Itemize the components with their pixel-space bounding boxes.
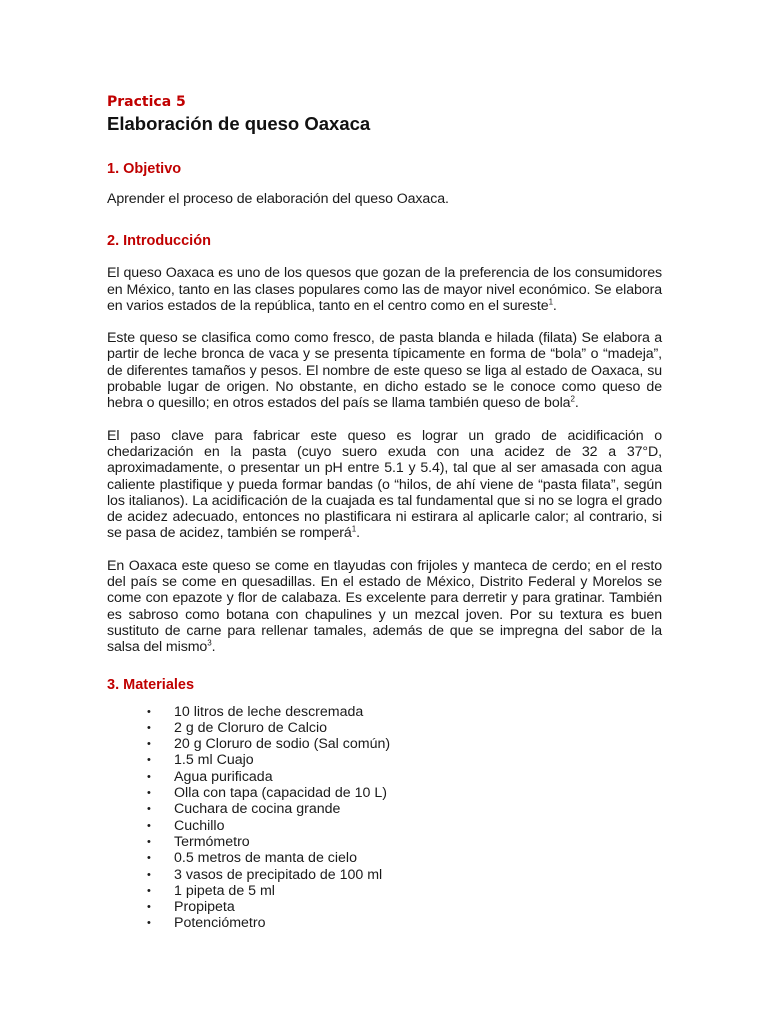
bullet-icon: • [147,738,151,751]
footnote-ref: 3 [207,638,212,648]
list-item-text: 10 litros de leche descremada [174,703,364,720]
section-heading-materiales: 3. Materiales [107,676,195,693]
list-item-text: Olla con tapa (capacidad de 10 L) [174,785,387,802]
bullet-icon: • [147,770,151,783]
bullet-icon: • [147,754,151,767]
list-item-text: 1 pipeta de 5 ml [174,882,275,899]
list-item [147,883,702,899]
footnote-ref: 2 [570,394,575,404]
list-item [147,850,702,866]
bullet-icon: • [147,884,151,897]
list-item-text: 1.5 ml Cuajo [174,752,254,769]
section-heading-objetivo: 1. Objetivo [107,161,182,177]
intro-paragraph-1: El queso Oaxaca es uno de los quesos que gozan de la preferencia de los consumidores en México, tanto en las clases populares como las de mayor nivel económico. Se elabora en varios estados de la república, tanto en el centro como en el sureste$^1$. [107,265,662,314]
list-item-text: 2 g de Cloruro de Calcio [174,719,327,736]
list-item [147,867,702,883]
list-item [147,736,702,752]
list-item-text: 3 vasos de precipitado de 100 ml [174,866,383,883]
objetivo-text: Aprender el proceso de elaboración del queso Oaxaca. [107,191,449,207]
list-item-text: Termómetro [174,833,250,850]
list-item [147,801,702,817]
list-item [147,899,702,915]
list-item-text: 0.5 metros de manta de cielo [174,850,357,867]
footnote-ref: 1 [548,297,553,307]
list-item [147,785,702,801]
list-item-text: Agua purificada [174,768,273,785]
list-item [147,915,702,931]
bullet-icon: • [147,803,151,816]
list-item-text: 20 g Cloruro de sodio (Sal común) [174,736,391,753]
list-item-text: Cuchara de cocina grande [174,801,341,818]
bullet-icon: • [147,835,151,848]
document-page [107,92,662,932]
list-item [147,704,702,720]
intro-paragraph-4: En Oaxaca este queso se come en tlayudas con frijoles y manteca de cerdo; en el resto del país se come en quesadillas. En el estado de México, Distrito Federal y Morelos se come con epazote y flor de calabaza. Es excelente para derretir y para gratinar. También es sabroso como botana con chapulines y un mezcal joven. Por su textura es buen sustituto de carne para rellenar tamales, además de que se impregna del sabor de la salsa del mismo$^3$. [107,557,662,656]
bullet-icon: • [147,868,151,881]
bullet-icon: • [147,787,151,800]
list-item [147,752,702,768]
materials-list [147,704,702,932]
intro-paragraph-2: Este queso se clasifica como como fresco, de pasta blanda e hilada (filata) Se elabora a partir de leche bronca de vaca y se presenta típicamente en forma de “bola” o “madeja”, de diferentes tamaños y pesos. El nombre de este queso se liga al estado de Oaxaca, su probable lugar de origen. No obstante, en dicho estado se le conoce como queso de hebra o quesillo; en otros estados del país se llama también queso de bola$^2$. [107,330,662,412]
bullet-icon: • [147,721,151,734]
list-item-text: Propipeta [174,899,235,916]
document-title: Elaboración de queso Oaxaca [107,113,371,134]
intro-paragraph-3: El paso clave para fabricar este queso es lograr un grado de acidificación o chedarización en la pasta (cuyo suero exuda con una acidez de 32 a 37°D, aproximadamente, o presentar un pH entre 5.1 y 5.4), tal que al ser amasada con agua caliente plastifique y pueda formar bandas (o “hilos, de ahí viene de “pasta filata”, según los italianos). La acidificación de la cuajada es tal fundamental que si no se logra el grado de acidez adecuado, entonces no plastificara ni estirara al aplicarle calor; al contrario, si se pasa de acidez, también se romperá$^1$. [107,427,662,542]
bullet-icon: • [147,852,151,865]
practice-label: Practica 5 [107,94,186,110]
bullet-icon: • [147,901,151,914]
footnote-ref: 1 [351,524,357,534]
list-item [147,769,702,785]
list-item [147,720,702,736]
bullet-icon: • [147,705,151,718]
bullet-icon: • [147,917,151,930]
list-item-text: Potenciómetro [174,915,266,932]
list-item-text: Cuchillo [174,817,225,834]
list-item [147,834,702,850]
list-item [147,818,702,834]
bullet-icon: • [147,819,151,832]
section-heading-introduccion: 2. Introducción [107,233,211,250]
